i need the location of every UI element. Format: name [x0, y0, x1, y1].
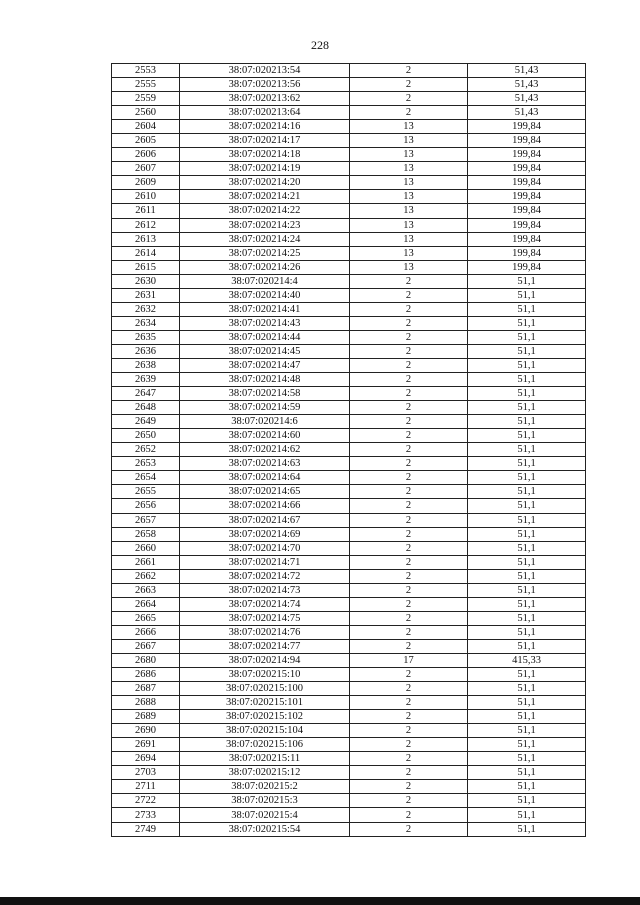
count-cell: 2 [350, 569, 468, 583]
row-number-cell: 2613 [112, 232, 180, 246]
table-row [112, 246, 586, 260]
value-cell: 51,1 [468, 302, 586, 316]
row-number-cell: 2665 [112, 611, 180, 625]
table-row [112, 653, 586, 667]
table-row [112, 780, 586, 794]
row-number-cell: 2749 [112, 822, 180, 836]
cadastral-number-cell: 38:07:020214:21 [180, 190, 350, 204]
count-cell: 2 [350, 373, 468, 387]
count-cell: 13 [350, 120, 468, 134]
table-row [112, 443, 586, 457]
table-row [112, 260, 586, 274]
table-row [112, 766, 586, 780]
count-cell: 2 [350, 710, 468, 724]
row-number-cell: 2722 [112, 794, 180, 808]
value-cell: 51,1 [468, 373, 586, 387]
table-row [112, 471, 586, 485]
table-row [112, 218, 586, 232]
table-row [112, 752, 586, 766]
value-cell: 51,1 [468, 401, 586, 415]
row-number-cell: 2733 [112, 808, 180, 822]
value-cell: 199,84 [468, 232, 586, 246]
value-cell: 51,1 [468, 625, 586, 639]
count-cell: 13 [350, 218, 468, 232]
count-cell: 2 [350, 288, 468, 302]
value-cell: 51,1 [468, 443, 586, 457]
table-row [112, 696, 586, 710]
value-cell: 415,33 [468, 653, 586, 667]
count-cell: 2 [350, 780, 468, 794]
cadastral-number-cell: 38:07:020214:70 [180, 541, 350, 555]
cadastral-number-cell: 38:07:020214:76 [180, 625, 350, 639]
cadastral-number-cell: 38:07:020215:54 [180, 822, 350, 836]
cadastral-number-cell: 38:07:020215:101 [180, 696, 350, 710]
row-number-cell: 2650 [112, 429, 180, 443]
cadastral-number-cell: 38:07:020215:4 [180, 808, 350, 822]
row-number-cell: 2611 [112, 204, 180, 218]
cadastral-number-cell: 38:07:020215:106 [180, 738, 350, 752]
table-row [112, 457, 586, 471]
cadastral-number-cell: 38:07:020214:64 [180, 471, 350, 485]
table-row [112, 429, 586, 443]
count-cell: 2 [350, 316, 468, 330]
cadastral-number-cell: 38:07:020214:66 [180, 499, 350, 513]
row-number-cell: 2652 [112, 443, 180, 457]
row-number-cell: 2639 [112, 373, 180, 387]
table-row [112, 387, 586, 401]
table-row [112, 204, 586, 218]
cadastral-number-cell: 38:07:020214:40 [180, 288, 350, 302]
count-cell: 2 [350, 471, 468, 485]
row-number-cell: 2666 [112, 625, 180, 639]
table-row [112, 597, 586, 611]
value-cell: 51,1 [468, 780, 586, 794]
cadastral-number-cell: 38:07:020214:23 [180, 218, 350, 232]
row-number-cell: 2612 [112, 218, 180, 232]
count-cell: 2 [350, 794, 468, 808]
value-cell: 51,1 [468, 457, 586, 471]
count-cell: 2 [350, 330, 468, 344]
value-cell: 51,1 [468, 752, 586, 766]
cadastral-number-cell: 38:07:020214:16 [180, 120, 350, 134]
value-cell: 199,84 [468, 162, 586, 176]
row-number-cell: 2631 [112, 288, 180, 302]
table-row [112, 639, 586, 653]
row-number-cell: 2687 [112, 682, 180, 696]
cadastral-number-cell: 38:07:020214:59 [180, 401, 350, 415]
value-cell: 51,1 [468, 527, 586, 541]
row-number-cell: 2607 [112, 162, 180, 176]
value-cell: 51,1 [468, 429, 586, 443]
count-cell: 2 [350, 808, 468, 822]
cadastral-number-cell: 38:07:020214:18 [180, 148, 350, 162]
value-cell: 51,1 [468, 387, 586, 401]
table-row [112, 373, 586, 387]
value-cell: 51,43 [468, 106, 586, 120]
row-number-cell: 2610 [112, 190, 180, 204]
cadastral-number-cell: 38:07:020214:26 [180, 260, 350, 274]
count-cell: 2 [350, 555, 468, 569]
cadastral-number-cell: 38:07:020214:45 [180, 344, 350, 358]
cadastral-number-cell: 38:07:020215:12 [180, 766, 350, 780]
table-row [112, 499, 586, 513]
count-cell: 2 [350, 625, 468, 639]
cadastral-number-cell: 38:07:020214:60 [180, 429, 350, 443]
value-cell: 51,1 [468, 415, 586, 429]
row-number-cell: 2560 [112, 106, 180, 120]
value-cell: 199,84 [468, 204, 586, 218]
count-cell: 2 [350, 443, 468, 457]
value-cell: 199,84 [468, 148, 586, 162]
registry-table [111, 63, 586, 837]
cadastral-number-cell: 38:07:020214:22 [180, 204, 350, 218]
row-number-cell: 2688 [112, 696, 180, 710]
row-number-cell: 2615 [112, 260, 180, 274]
cadastral-number-cell: 38:07:020214:58 [180, 387, 350, 401]
row-number-cell: 2553 [112, 64, 180, 78]
count-cell: 13 [350, 134, 468, 148]
value-cell: 51,1 [468, 344, 586, 358]
cadastral-number-cell: 38:07:020215:3 [180, 794, 350, 808]
row-number-cell: 2686 [112, 668, 180, 682]
table-row [112, 569, 586, 583]
row-number-cell: 2649 [112, 415, 180, 429]
row-number-cell: 2689 [112, 710, 180, 724]
table-row [112, 134, 586, 148]
count-cell: 2 [350, 583, 468, 597]
table-row [112, 794, 586, 808]
table-row [112, 541, 586, 555]
row-number-cell: 2648 [112, 401, 180, 415]
table-row [112, 120, 586, 134]
count-cell: 13 [350, 232, 468, 246]
row-number-cell: 2632 [112, 302, 180, 316]
cadastral-number-cell: 38:07:020214:72 [180, 569, 350, 583]
value-cell: 51,1 [468, 696, 586, 710]
table-row [112, 611, 586, 625]
table-row [112, 625, 586, 639]
count-cell: 2 [350, 358, 468, 372]
table-row [112, 724, 586, 738]
row-number-cell: 2664 [112, 597, 180, 611]
count-cell: 2 [350, 527, 468, 541]
count-cell: 13 [350, 190, 468, 204]
table-row [112, 148, 586, 162]
cadastral-number-cell: 38:07:020214:6 [180, 415, 350, 429]
row-number-cell: 2680 [112, 653, 180, 667]
row-number-cell: 2690 [112, 724, 180, 738]
count-cell: 13 [350, 148, 468, 162]
count-cell: 2 [350, 766, 468, 780]
count-cell: 17 [350, 653, 468, 667]
count-cell: 2 [350, 401, 468, 415]
row-number-cell: 2614 [112, 246, 180, 260]
value-cell: 51,1 [468, 513, 586, 527]
row-number-cell: 2609 [112, 176, 180, 190]
table-row [112, 274, 586, 288]
cadastral-number-cell: 38:07:020213:56 [180, 78, 350, 92]
count-cell: 2 [350, 738, 468, 752]
count-cell: 2 [350, 639, 468, 653]
cadastral-number-cell: 38:07:020215:100 [180, 682, 350, 696]
value-cell: 51,1 [468, 541, 586, 555]
row-number-cell: 2660 [112, 541, 180, 555]
table-row [112, 316, 586, 330]
cadastral-number-cell: 38:07:020215:102 [180, 710, 350, 724]
row-number-cell: 2662 [112, 569, 180, 583]
row-number-cell: 2656 [112, 499, 180, 513]
value-cell: 51,1 [468, 710, 586, 724]
table-row [112, 527, 586, 541]
row-number-cell: 2636 [112, 344, 180, 358]
count-cell: 2 [350, 106, 468, 120]
table-row [112, 668, 586, 682]
table-row [112, 232, 586, 246]
cadastral-number-cell: 38:07:020214:20 [180, 176, 350, 190]
cadastral-number-cell: 38:07:020214:41 [180, 302, 350, 316]
cadastral-number-cell: 38:07:020214:25 [180, 246, 350, 260]
cadastral-number-cell: 38:07:020214:4 [180, 274, 350, 288]
cadastral-number-cell: 38:07:020214:62 [180, 443, 350, 457]
count-cell: 2 [350, 64, 468, 78]
count-cell: 2 [350, 274, 468, 288]
value-cell: 51,1 [468, 330, 586, 344]
table-row [112, 808, 586, 822]
table-row [112, 485, 586, 499]
row-number-cell: 2555 [112, 78, 180, 92]
row-number-cell: 2703 [112, 766, 180, 780]
value-cell: 51,1 [468, 569, 586, 583]
table-row [112, 302, 586, 316]
count-cell: 2 [350, 344, 468, 358]
count-cell: 13 [350, 162, 468, 176]
value-cell: 51,1 [468, 724, 586, 738]
value-cell: 199,84 [468, 218, 586, 232]
value-cell: 199,84 [468, 190, 586, 204]
table-row [112, 682, 586, 696]
count-cell: 2 [350, 513, 468, 527]
cadastral-number-cell: 38:07:020214:77 [180, 639, 350, 653]
table-row [112, 555, 586, 569]
value-cell: 51,1 [468, 766, 586, 780]
value-cell: 51,1 [468, 358, 586, 372]
count-cell: 2 [350, 541, 468, 555]
table-row [112, 176, 586, 190]
row-number-cell: 2638 [112, 358, 180, 372]
row-number-cell: 2634 [112, 316, 180, 330]
count-cell: 2 [350, 597, 468, 611]
value-cell: 51,1 [468, 597, 586, 611]
row-number-cell: 2559 [112, 92, 180, 106]
cadastral-number-cell: 38:07:020214:71 [180, 555, 350, 569]
count-cell: 2 [350, 78, 468, 92]
cadastral-number-cell: 38:07:020214:75 [180, 611, 350, 625]
table-row [112, 822, 586, 836]
cadastral-number-cell: 38:07:020215:10 [180, 668, 350, 682]
cadastral-number-cell: 38:07:020213:64 [180, 106, 350, 120]
count-cell: 2 [350, 752, 468, 766]
cadastral-number-cell: 38:07:020213:62 [180, 92, 350, 106]
row-number-cell: 2711 [112, 780, 180, 794]
count-cell: 2 [350, 457, 468, 471]
table-row [112, 106, 586, 120]
value-cell: 51,1 [468, 485, 586, 499]
table-row [112, 190, 586, 204]
count-cell: 2 [350, 724, 468, 738]
table-row [112, 92, 586, 106]
scan-bottom-edge [0, 897, 640, 905]
value-cell: 51,1 [468, 738, 586, 752]
value-cell: 51,43 [468, 92, 586, 106]
row-number-cell: 2635 [112, 330, 180, 344]
value-cell: 51,1 [468, 682, 586, 696]
table-row [112, 344, 586, 358]
cadastral-number-cell: 38:07:020214:69 [180, 527, 350, 541]
value-cell: 199,84 [468, 120, 586, 134]
cadastral-number-cell: 38:07:020215:2 [180, 780, 350, 794]
cadastral-number-cell: 38:07:020214:24 [180, 232, 350, 246]
value-cell: 51,1 [468, 822, 586, 836]
table-row [112, 513, 586, 527]
page-number: 228 [311, 38, 329, 52]
table-row [112, 415, 586, 429]
count-cell: 2 [350, 668, 468, 682]
row-number-cell: 2694 [112, 752, 180, 766]
cadastral-number-cell: 38:07:020213:54 [180, 64, 350, 78]
value-cell: 51,1 [468, 583, 586, 597]
row-number-cell: 2663 [112, 583, 180, 597]
cadastral-number-cell: 38:07:020214:63 [180, 457, 350, 471]
cadastral-number-cell: 38:07:020215:11 [180, 752, 350, 766]
value-cell: 51,1 [468, 808, 586, 822]
table-row [112, 710, 586, 724]
table-row [112, 358, 586, 372]
cadastral-number-cell: 38:07:020214:65 [180, 485, 350, 499]
value-cell: 51,1 [468, 555, 586, 569]
count-cell: 2 [350, 302, 468, 316]
cadastral-number-cell: 38:07:020215:104 [180, 724, 350, 738]
registry-table-body [112, 64, 586, 837]
count-cell: 2 [350, 499, 468, 513]
count-cell: 13 [350, 246, 468, 260]
value-cell: 51,43 [468, 78, 586, 92]
cadastral-number-cell: 38:07:020214:43 [180, 316, 350, 330]
table-row [112, 583, 586, 597]
cadastral-number-cell: 38:07:020214:73 [180, 583, 350, 597]
row-number-cell: 2657 [112, 513, 180, 527]
count-cell: 2 [350, 485, 468, 499]
count-cell: 2 [350, 682, 468, 696]
value-cell: 199,84 [468, 176, 586, 190]
value-cell: 199,84 [468, 134, 586, 148]
row-number-cell: 2647 [112, 387, 180, 401]
value-cell: 51,1 [468, 499, 586, 513]
row-number-cell: 2655 [112, 485, 180, 499]
value-cell: 51,1 [468, 668, 586, 682]
value-cell: 51,43 [468, 64, 586, 78]
value-cell: 51,1 [468, 316, 586, 330]
count-cell: 2 [350, 696, 468, 710]
table-row [112, 162, 586, 176]
row-number-cell: 2654 [112, 471, 180, 485]
cadastral-number-cell: 38:07:020214:44 [180, 330, 350, 344]
cadastral-number-cell: 38:07:020214:47 [180, 358, 350, 372]
value-cell: 199,84 [468, 260, 586, 274]
table-row [112, 330, 586, 344]
value-cell: 51,1 [468, 471, 586, 485]
count-cell: 2 [350, 92, 468, 106]
row-number-cell: 2604 [112, 120, 180, 134]
cadastral-number-cell: 38:07:020214:19 [180, 162, 350, 176]
count-cell: 13 [350, 204, 468, 218]
count-cell: 2 [350, 415, 468, 429]
row-number-cell: 2605 [112, 134, 180, 148]
row-number-cell: 2658 [112, 527, 180, 541]
table-row [112, 288, 586, 302]
row-number-cell: 2661 [112, 555, 180, 569]
table-row [112, 64, 586, 78]
cadastral-number-cell: 38:07:020214:48 [180, 373, 350, 387]
cadastral-number-cell: 38:07:020214:67 [180, 513, 350, 527]
value-cell: 51,1 [468, 639, 586, 653]
row-number-cell: 2606 [112, 148, 180, 162]
row-number-cell: 2653 [112, 457, 180, 471]
table-row [112, 401, 586, 415]
row-number-cell: 2691 [112, 738, 180, 752]
value-cell: 199,84 [468, 246, 586, 260]
cadastral-number-cell: 38:07:020214:17 [180, 134, 350, 148]
count-cell: 2 [350, 611, 468, 625]
table-row [112, 738, 586, 752]
count-cell: 2 [350, 387, 468, 401]
table-row [112, 78, 586, 92]
cadastral-number-cell: 38:07:020214:74 [180, 597, 350, 611]
value-cell: 51,1 [468, 611, 586, 625]
value-cell: 51,1 [468, 288, 586, 302]
value-cell: 51,1 [468, 274, 586, 288]
row-number-cell: 2667 [112, 639, 180, 653]
value-cell: 51,1 [468, 794, 586, 808]
count-cell: 2 [350, 822, 468, 836]
count-cell: 13 [350, 176, 468, 190]
cadastral-number-cell: 38:07:020214:94 [180, 653, 350, 667]
count-cell: 13 [350, 260, 468, 274]
row-number-cell: 2630 [112, 274, 180, 288]
count-cell: 2 [350, 429, 468, 443]
